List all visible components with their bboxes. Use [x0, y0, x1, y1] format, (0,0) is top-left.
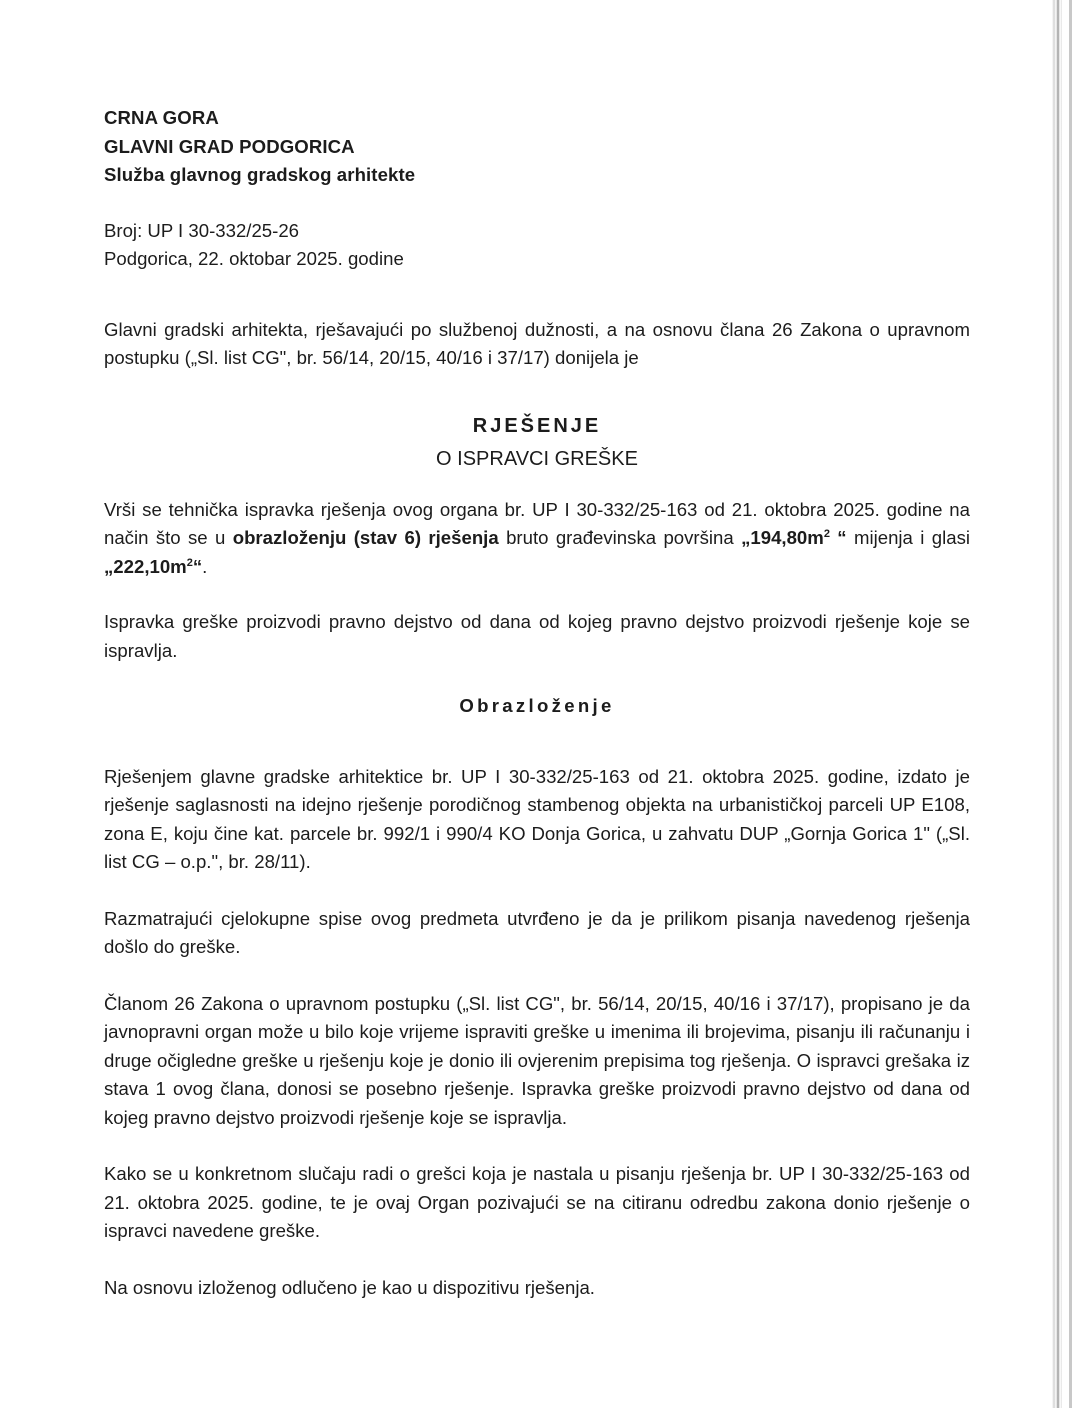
dispositive-paragraph-1: [104, 496, 970, 582]
dispositive-text: .: [202, 555, 208, 577]
decision-title: [104, 411, 970, 474]
reasoning-paragraph-2: Razmatrajući cjelokupne spise ovog predmeta utvrđeno je da je prilikom pisanja navedenog rješenja došlo do greške.: [104, 907, 970, 957]
decision-title-sub: O ISPRAVCI GREŠKE: [436, 447, 638, 470]
reasoning-paragraph-4: Kako se u konkretnom slučaju radi o grešci koja je nastala u pisanju rješenja br. UP I 30-332/25-163 od 21. oktobra 2025. godine, te je ovaj Organ pozivajući se na citiranu odredbu zakona donio rješenje o ispravci navedene greške.: [104, 1163, 970, 1241]
old-area-sup: 2: [823, 527, 830, 540]
dispositive-text: Vrši se tehnička ispravka rješenja ovog organa br. UP I 30-332/25-163 od 21. oktobra 2025. godine na način što se u: [104, 498, 970, 548]
office-name: Služba glavnog gradskog arhitekte: [104, 164, 416, 185]
old-area: [741, 527, 847, 548]
new-area-sup: 2: [186, 556, 193, 569]
new-area: [104, 556, 202, 577]
dispositive-text: mijenja i glasi: [846, 527, 970, 548]
reasoning-paragraph-3: Članom 26 Zakona o upravnom postupku („Sl. list CG", br. 56/14, 20/15, 40/16 i 37/17), propisano je da javnopravni organ može u bilo koje vrijeme ispraviti greške u imenima ili brojevima, pisanju ili računanju i druge očigledne greške u rješenju koje je donio ili ovjerenim prepisima tog rješenja. O ispravci grešaka iz stava 1 ovog člana, donosi se posebno rješenje. Ispravka greške proizvodi pravno dejstvo od dana od kojeg pravno dejstvo proizvodi rješenje koje se ispravlja.: [104, 992, 970, 1128]
new-area-value: „222,10m: [104, 555, 187, 577]
document-header: [104, 104, 970, 190]
document-number: Broj: UP I 30-332/25-26: [104, 219, 300, 241]
scan-edge: [1052, 0, 1062, 1408]
old-area-value: „194,80m: [741, 527, 824, 548]
decision-title-main: RJEŠENJE: [472, 414, 602, 437]
document-date: Podgorica, 22. oktobar 2025. godine: [104, 248, 404, 269]
reasoning-paragraph-5: Na osnovu izloženog odlučeno je kao u dispozitivu rješenja.: [104, 1276, 595, 1298]
dispositive-paragraph-2: Ispravka greške proizvodi pravno dejstvo od dana od kojeg pravno dejstvo proizvodi rješenje koje se ispravlja.: [104, 611, 970, 661]
reasoning-title: Obrazloženje: [459, 695, 615, 716]
scan-edge-line: [1069, 0, 1072, 1408]
intro-paragraph: Glavni gradski arhitekta, rješavajući po službenoj dužnosti, a na osnovu člana 26 Zakona o upravnom postupku („Sl. list CG", br. 56/14, 20/15, 40/16 i 37/17) donijela je: [104, 318, 970, 368]
city-name: GLAVNI GRAD PODGORICA: [104, 135, 355, 157]
new-area-quote: “: [192, 555, 203, 577]
dispositive-bold-text: obrazloženju (stav 6) rješenja: [232, 527, 499, 548]
dispositive-text: bruto građevinska površina: [498, 527, 742, 548]
country-name: CRNA GORA: [104, 107, 219, 128]
reasoning-paragraph-1: Rješenjem glavne gradske arhitektice br. UP I 30-332/25-163 od 21. oktobra 2025. godine, izdato je rješenje saglasnosti na idejno rješenje porodičnog stambenog objekta na urbanističkoj parceli UP E108, zona E, koju čine kat. parcele br. 992/1 i 990/4 KO Donja Gorica, u zahvatu DUP „Gornja Gorica 1" („Sl. list CG – o.p.", br. 28/11).: [104, 765, 970, 872]
document-page: [104, 104, 970, 1302]
old-area-quote: “: [829, 527, 847, 548]
document-meta: [104, 217, 970, 274]
